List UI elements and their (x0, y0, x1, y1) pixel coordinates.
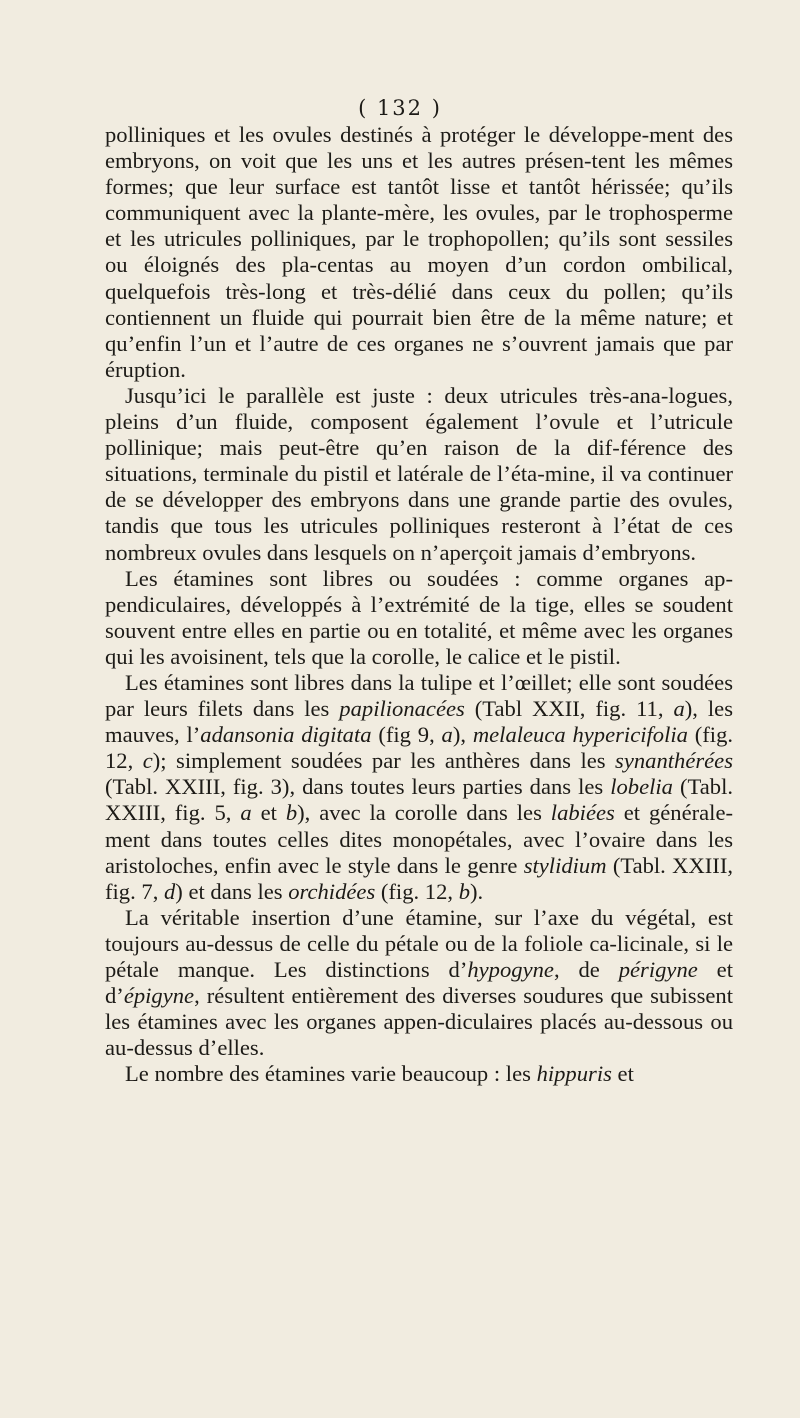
figure-letter: a (441, 722, 453, 748)
paragraph-1 (105, 122, 733, 383)
taxon-name: papilionacées (339, 696, 465, 722)
paragraph-5 (105, 905, 733, 1062)
paragraph-6 (105, 1061, 733, 1087)
paragraph-4 (105, 670, 733, 905)
text-segment: Les étamines sont libres dans la tulipe et l’œillet; elle sont soudées par leurs filets dans les (105, 669, 733, 722)
text-segment: Le nombre des étamines varie beaucoup : les (125, 1061, 537, 1087)
taxon-name: hippuris (536, 1061, 612, 1087)
figure-letter: b (285, 800, 298, 826)
taxon-name: lobelia (610, 774, 673, 800)
text-segment: ), (452, 722, 473, 748)
text-segment: (fig 9, (371, 722, 442, 748)
text-segment: et générale-ment dans toutes celles dites monopétales, avec l’ovaire dans les aristoloches, enfin avec le style dans le genre (105, 800, 733, 878)
figure-letter: a (240, 800, 252, 826)
text-segment: et d’ (105, 957, 733, 1009)
body-text (105, 122, 733, 1087)
text-segment: (Tabl. XXIII, fig. 5, (105, 774, 733, 826)
taxon-name: labiées (550, 800, 615, 826)
text-segment: ), avec la corolle dans les (297, 800, 551, 826)
text-segment: (Tabl. XXIII, fig. 7, (105, 852, 733, 904)
figure-letter: d (164, 878, 176, 904)
figure-letter: c (142, 748, 153, 774)
page-number: ( 132 ) (358, 96, 442, 120)
term: hypogyne (467, 957, 554, 982)
figure-letter: b (458, 878, 470, 904)
paragraph-3-text: Les étamines sont libres ou soudées : comme organes ap-pendiculaires, développés à l’extrémité de la tige, elles se soudent souvent entre elles en partie ou en totalité, et même avec les organes qui les avoisinent, tels que la corolle, le calice et le pistil. (105, 565, 733, 669)
text-segment: , de (553, 957, 619, 982)
term: épigyne (123, 983, 195, 1009)
text-segment: (fig. 12, (375, 878, 459, 904)
taxon-name: orchidées (288, 878, 376, 904)
paragraph-1-text: polliniques et les ovules destinés à protéger le développe-ment des embryons, on voit que les uns et les autres présen-tent les mêmes formes; que leur surface est tantôt lisse et tantôt hérissée; qu’ils communiquent avec la plante-mère, les ovules, par le trophosperme et les utricules polliniques, par le trophopollen; qu’ils sont sessiles ou éloignés des pla-centas au moyen d’un cordon ombilical, quelquefois très-long et très-délié dans ceux du pollen; qu’ils contiennent un fluide qui pourrait bien être de la même nature; et qu’enfin l’un et l’autre de ces organes ne s’ouvrent jamais que par éruption. (105, 122, 733, 382)
text-segment: (Tabl. XXIII, fig. 3), dans toutes leurs parties dans les (105, 774, 611, 800)
text-segment: ), les mauves, l’ (105, 696, 734, 748)
text-segment: et (251, 800, 286, 826)
paragraph-2 (105, 383, 733, 566)
taxon-name: adansonia digitata (200, 722, 372, 748)
text-segment: (Tabl XXII, fig. 11, (464, 696, 674, 722)
text-segment: La véritable insertion d’une étamine, sur l’axe du végétal, est toujours au-dessus de celle du pétale ou de la foliole ca-licinale, si le pétale manque. Les distinctions d’ (105, 904, 733, 982)
paragraph-2-text: Jusqu’ici le parallèle est juste : deux utricules très-ana-logues, pleins d’un fluide, composent également l’ovule et l’utricule pollinique; mais peut-être qu’en raison de la dif-férence des situations, terminale du pistil et latérale de l’éta-mine, il va continuer de se développer des embryons dans une grande partie des ovules, tandis que tous les utricules polliniques resteront à l’état de ces nombreux ovules dans lesquels on n’aperçoit jamais d’embryons. (105, 382, 733, 565)
text-segment: ); simplement soudées par les anthères dans les (152, 748, 616, 774)
taxon-name: melaleuca hypericifolia (472, 722, 688, 748)
text-segment: (fig. 12, (105, 722, 734, 774)
text-segment: ) et dans les (175, 878, 289, 904)
figure-letter: a (673, 696, 685, 722)
text-segment: , résultent entièrement des diverses soudures que subissent les étamines avec les organes appen-diculaires placés au-dessous ou au-dessus d’elles. (105, 983, 733, 1061)
taxon-name: stylidium (523, 852, 607, 878)
taxon-name: synanthérées (615, 748, 733, 774)
text-segment: et (611, 1061, 634, 1087)
paragraph-3 (105, 566, 733, 670)
term: périgyne (618, 957, 698, 982)
text-segment: ). (470, 878, 484, 904)
